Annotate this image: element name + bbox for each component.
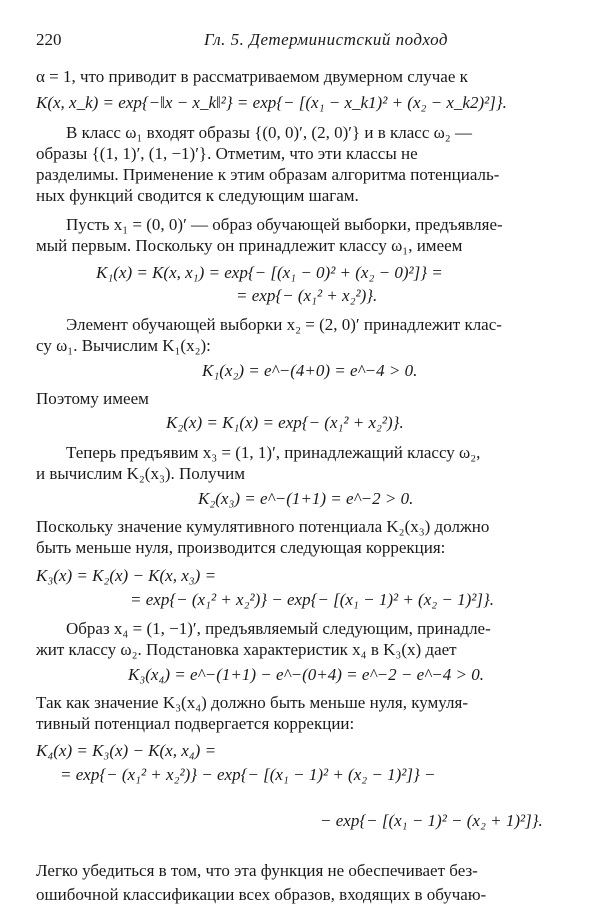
running-title: Гл. 5. Детерминистский подход (204, 30, 449, 49)
text-line: тивный потенциал подвергается коррекции: (36, 714, 355, 733)
text-line: су ω₁. Вычислим K₁(x₂): (36, 336, 211, 355)
text-line: В класс ω₁ входят образы {(0, 0)′, (2, 0)′} и в класс ω₂ — (66, 123, 472, 142)
text-line: α = 1, что приводит в рассматриваемом двумерном случае к (36, 67, 468, 86)
equation: = exp{− (x₁² + x₂²)} − exp{− [(x₁ − 1)² + (x₂ − 1)²]}. (130, 590, 495, 609)
text-line: быть меньше нуля, производится следующая коррекция: (36, 538, 446, 557)
equation: = exp{− (x₁² + x₂²)}. (236, 286, 378, 305)
text-line: и вычислим K₂(x₃). Получим (36, 464, 245, 483)
equation: K₁(x₂) = e^−(4+0) = e^−4 > 0. (202, 361, 418, 380)
equation: K₄(x) = K₃(x) − K(x, x₄) = (36, 741, 217, 760)
text-line: Легко убедиться в том, что эта функция не обеспечивает без- (36, 861, 478, 880)
text-line: разделимы. Применение к этим образам алгоритма потенциаль- (36, 165, 500, 184)
text-line: Теперь предъявим x₃ = (1, 1)′, принадлежащий классу ω₂, (66, 443, 481, 462)
equation: − exp{− [(x₁ − 1)² − (x₂ + 1)²]}. (320, 811, 543, 830)
text-line: Образ x₄ = (1, −1)′, предъявляемый следующим, принадле- (66, 619, 491, 638)
text-line: Элемент обучающей выборки x₂ = (2, 0)′ принадлежит клас- (66, 315, 502, 334)
text-line: образы {(1, 1)′, (1, −1)′}. Отметим, что эти классы не (36, 144, 418, 163)
text-line: Поэтому имеем (36, 389, 149, 408)
equation: K₁(x) = K(x, x₁) = exp{− [(x₁ − 0)² + (x₂ − 0)²]} = (96, 263, 443, 282)
text-line: жит классу ω₂. Подстановка характеристик x₄ в K₃(x) дает (36, 640, 457, 659)
equation: K₃(x₄) = e^−(1+1) − e^−(0+4) = e^−2 − e^−4 > 0. (128, 665, 484, 684)
text-line: Пусть x₁ = (0, 0)′ — образ обучающей выборки, предъявляе- (66, 215, 503, 234)
page-number: 220 (36, 30, 62, 49)
equation-kernel: K(x, x_k) = exp{−‖x − x_k‖²} = exp{− [(x₁ − x_k1)² + (x₂ − x_k2)²]}. (36, 93, 507, 112)
text-line: ошибочной классификации всех образов, входящих в обучаю- (36, 885, 487, 904)
text-line: ных функций сводится к следующим шагам. (36, 186, 359, 205)
text-line: мый первым. Поскольку он принадлежит классу ω₁, имеем (36, 236, 463, 255)
equation: = exp{− (x₁² + x₂²)} − exp{− [(x₁ − 1)² + (x₂ − 1)²]} − (60, 765, 436, 784)
equation: K₂(x₃) = e^−(1+1) = e^−2 > 0. (198, 489, 414, 508)
text-line: Так как значение K₃(x₄) должно быть меньше нуля, кумуля- (36, 693, 469, 712)
equation: K₃(x) = K₂(x) − K(x, x₃) = (36, 566, 217, 585)
text-line: Поскольку значение кумулятивного потенциала K₂(x₃) должно (36, 517, 490, 536)
equation: K₂(x) = K₁(x) = exp{− (x₁² + x₂²)}. (166, 413, 404, 432)
